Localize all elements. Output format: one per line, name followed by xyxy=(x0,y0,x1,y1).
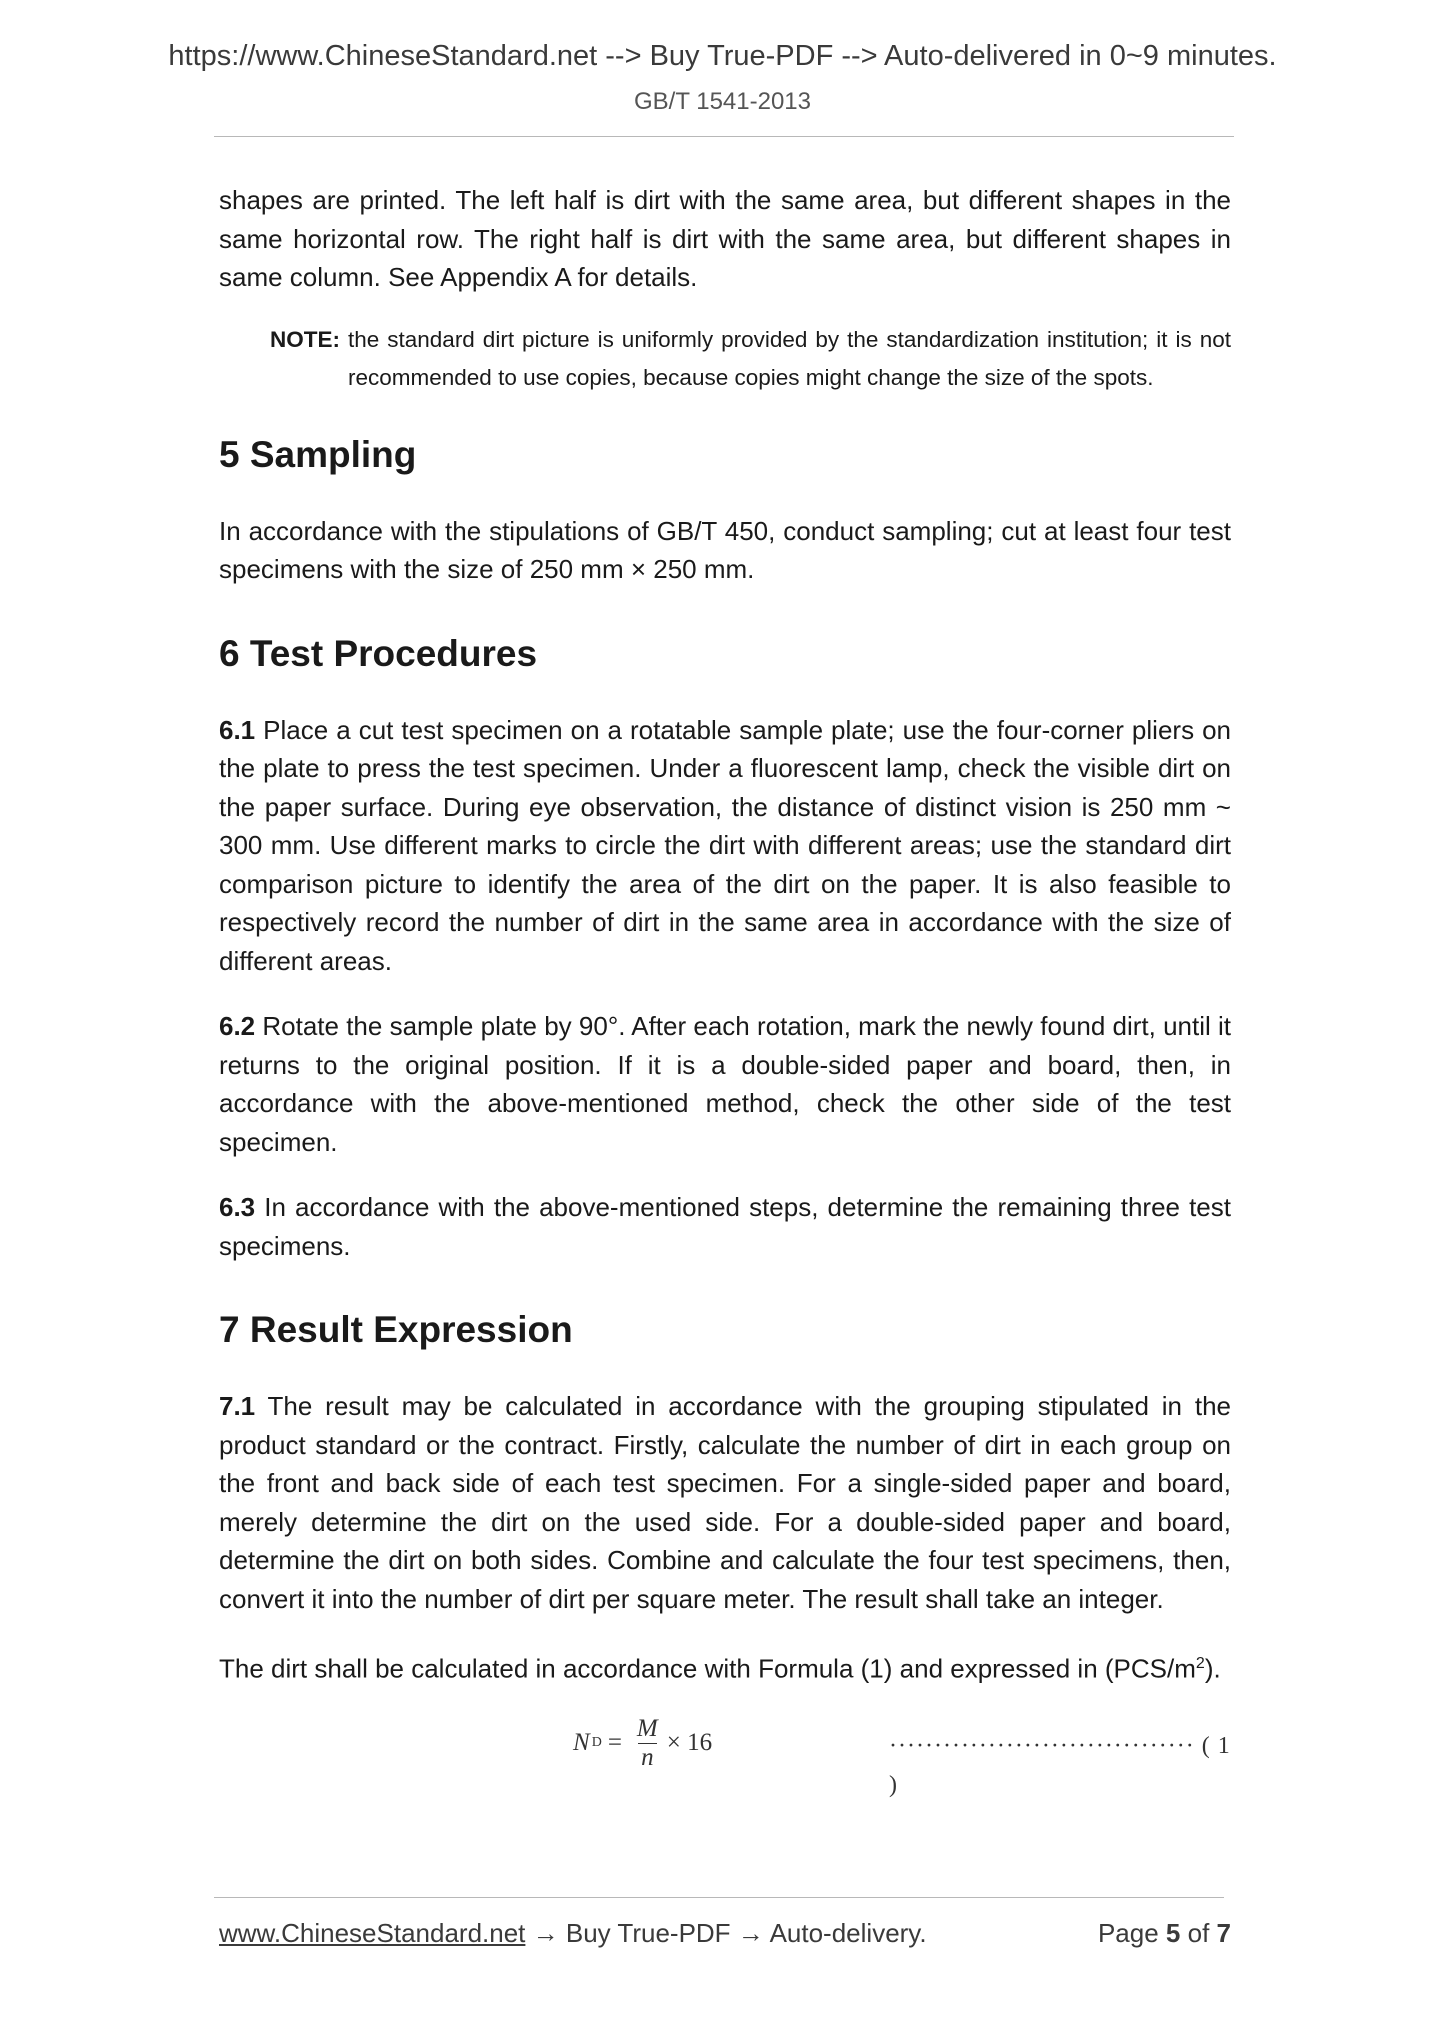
clause-text: Rotate the sample plate by 90°. After each rotation, mark the newly found dirt, until it returns to the original position. If it is a double-sided paper and board, then, in accordance with the above-mentioned method, check the other side of the test specimen. xyxy=(219,1011,1231,1157)
formula-1 xyxy=(219,1710,1231,1798)
note-label: NOTE: xyxy=(270,326,340,352)
clause-6-2 xyxy=(219,1007,1231,1161)
page-number: 5 xyxy=(1165,1918,1181,1948)
formula-lhs: N xyxy=(573,1728,590,1756)
clause-number: 6.2 xyxy=(219,1011,256,1041)
clause-text: In accordance with the above-mentioned steps, determine the remaining three test specimens. xyxy=(219,1192,1231,1261)
footer-divider xyxy=(214,1897,1224,1898)
standard-id: GB/T 1541-2013 xyxy=(633,88,811,115)
formula-number: ·································· ( 1 ) xyxy=(889,1733,1231,1798)
clause-text: The result may be calculated in accordance with the grouping stipulated in the product standard or the contract. Firstly, calculate the number of dirt in each group on the front and back side of each test specimen. For a single-sided paper and board, merely determine the dirt on the used side. For a double-sided paper and board, determine the dirt on both sides. Combine and calculate the four test specimens, then, convert it into the number of dirt per square meter. The result shall take an integer. xyxy=(219,1391,1231,1614)
clause-number: 7.1 xyxy=(219,1391,256,1421)
section-7-heading: 7 Result Expression xyxy=(219,1309,573,1350)
section-5-text: In accordance with the stipulations of GB/T 450, conduct sampling; cut at least four test specimens with the size of 250 mm × 250 mm. xyxy=(219,515,1231,584)
clause-text: Place a cut test specimen on a rotatable sample plate; use the four-corner pliers on the plate to press the test specimen. Under a fluorescent lamp, check the visible dirt on the paper surface. During eye observation, the distance of distinct vision is 250 mm ~ 300 mm. Use different marks to circle the dirt with different areas; use the standard dirt comparison picture to identify the area of the dirt on the paper. It is also feasible to respectively record the number of dirt in the same area in accordance with the size of different areas. xyxy=(219,714,1231,976)
clause-number: 6.3 xyxy=(219,1192,256,1222)
formula-multiplier: × 16 xyxy=(666,1728,713,1756)
footer-left xyxy=(219,1918,927,1949)
note-text: the standard dirt picture is uniformly provided by the standardization institution; it is not recommended to use copies, because copies might change the size of the spots. xyxy=(348,326,1231,390)
formula-equals: = xyxy=(607,1728,622,1756)
clause-6-1 xyxy=(219,711,1231,981)
formula-numerator: M xyxy=(636,1714,658,1742)
page-indicator: Page 5 of 7 xyxy=(1097,1918,1231,1948)
formula-expression xyxy=(573,1710,712,1776)
note-block xyxy=(270,321,1231,398)
document-body xyxy=(219,181,1231,1798)
formula-intro: The dirt shall be calculated in accordance with Formula (1) and expressed in $(PCS/m^2)$. xyxy=(219,1653,1221,1684)
footer-site-link[interactable]: www.ChineseStandard.net xyxy=(219,1918,526,1948)
header-divider xyxy=(214,136,1234,137)
section-5-heading: 5 Sampling xyxy=(219,433,417,475)
intro-paragraph: shapes are printed. The left half is dirt with the same area, but different shapes in the same horizontal row. The right half is dirt with the same area, but different shapes in same column. See Appendix A for details. xyxy=(219,185,1231,292)
formula-denominator: n xyxy=(638,1743,657,1772)
clause-6-3 xyxy=(219,1188,1231,1265)
clause-7-1 xyxy=(219,1387,1231,1618)
page-footer xyxy=(219,1918,1231,1954)
header-banner: https://www.ChineseStandard.net --> Buy True-PDF --> Auto-delivered in 0~9 minutes. xyxy=(168,40,1277,72)
footer-delivery-text: → Buy True-PDF → Auto-delivery. xyxy=(525,1918,927,1948)
formula-lhs-subscript: D xyxy=(591,1734,602,1750)
formula-fraction xyxy=(634,1715,661,1772)
clause-number: 6.1 xyxy=(219,714,256,745)
section-6-heading: 6 Test Procedures xyxy=(219,632,538,674)
page-total: 7 xyxy=(1216,1918,1231,1948)
